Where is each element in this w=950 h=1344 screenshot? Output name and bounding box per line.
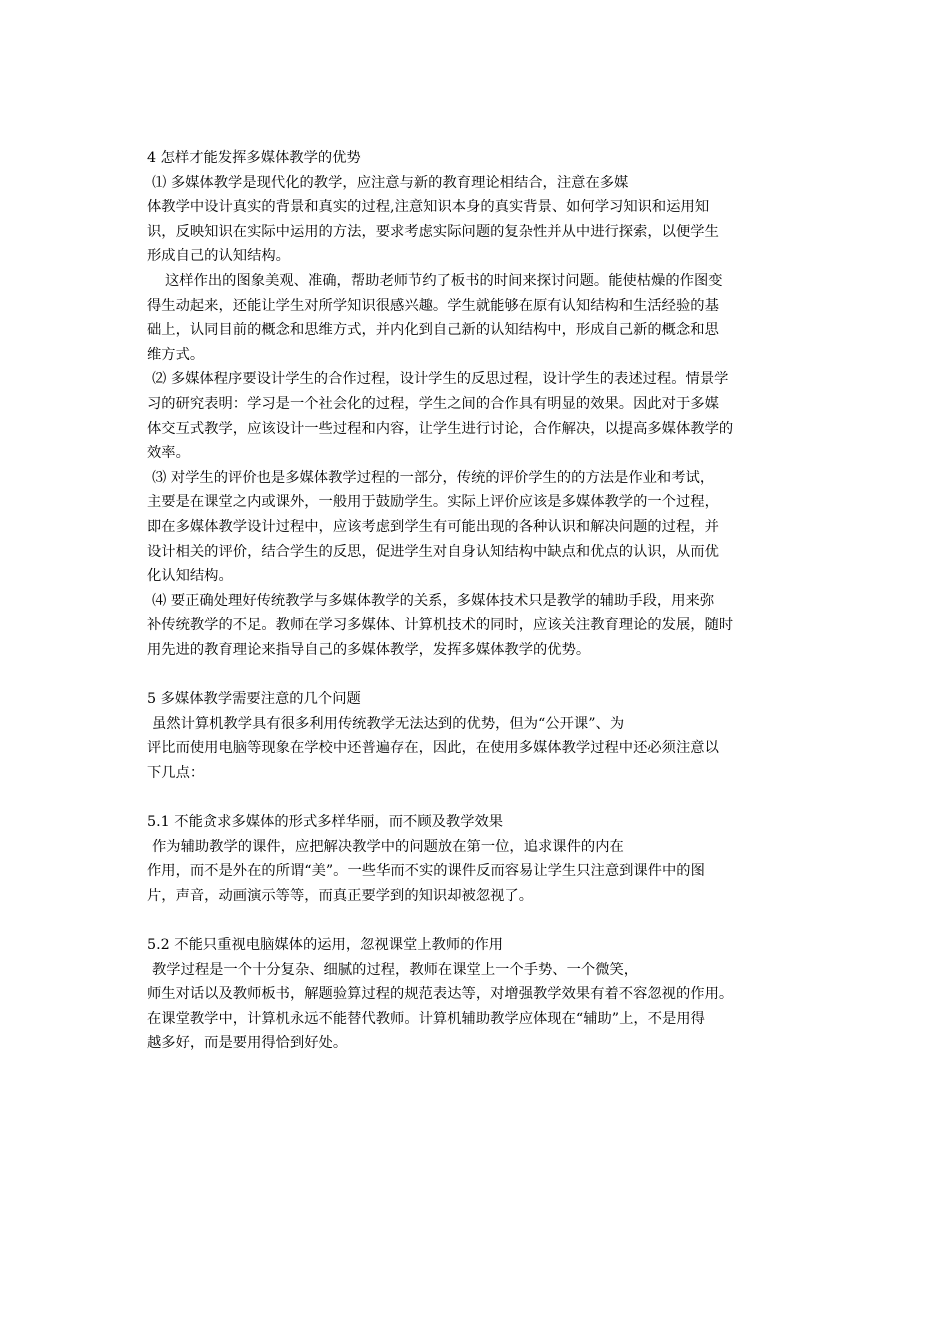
text-line: 这样作出的图象美观、准确，帮助老师节约了板书的时间来探讨问题。能使枯燥的作图变 — [165, 272, 723, 289]
text-line: 维方式。 — [147, 346, 205, 363]
text-line: 形成自己的认知结构。 — [147, 248, 290, 265]
text-line: 教学过程是一个十分复杂、细腻的过程，教师在课堂上一个手势、一个微笑， — [152, 961, 639, 978]
text-line: 主要是在课堂之内或课外，一般用于鼓励学生。实际上评价应该是多媒体教学的一个过程， — [147, 494, 719, 511]
paragraph-gap — [147, 908, 817, 933]
text-line: 即在多媒体教学设计过程中，应该考虑到学生有可能出现的各种认识和解决问题的过程，并 — [147, 518, 719, 535]
text-line: 作为辅助教学的课件，应把解决教学中的问题放在第一位，追求课件的内在 — [152, 838, 624, 855]
text-line: 用先进的教育理论来指导自己的多媒体教学，发挥多媒体教学的优势。 — [147, 641, 591, 658]
text-line: 虽然计算机教学具有很多利用传统教学无法达到的优势，但为“公开课”、为 — [152, 715, 625, 732]
text-line: 4 怎样才能发挥多媒体教学的优势 — [147, 150, 361, 166]
document-body — [147, 146, 817, 1056]
text-line: 片，声音，动画演示等等，而真正要学到的知识却被忽视了。 — [147, 887, 534, 904]
paragraph-gap — [147, 662, 817, 687]
text-line: 下几点： — [147, 764, 205, 781]
text-line: ⑵ 多媒体程序要设计学生的合作过程，设计学生的反思过程，设计学生的表述过程。情景学 — [152, 371, 729, 388]
text-line: 效率。 — [147, 445, 190, 462]
text-line: 化认知结构。 — [147, 568, 233, 585]
text-line: 础上，认同目前的概念和思维方式，并内化到自己新的认知结构中，形成自己新的概念和思 — [147, 322, 719, 339]
text-line: 设计相关的评价，结合学生的反思，促进学生对自身认知结构中缺点和优点的认识，从而优 — [147, 543, 719, 560]
text-line: ⑴ 多媒体教学是现代化的教学，应注意与新的教育理论相结合，注意在多媒 — [152, 174, 629, 191]
text-line: 评比而使用电脑等现象在学校中还普遍存在，因此，在使用多媒体教学过程中还必须注意以 — [147, 740, 719, 757]
text-line: 体交互式教学，应该设计一些过程和内容，让学生进行讨论，合作解决，以提高多媒体教学的 — [147, 420, 734, 437]
text-line: 得生动起来，还能让学生对所学知识很感兴趣。学生就能够在原有认知结构和生活经验的基 — [147, 297, 719, 314]
text-line: ⑶ 对学生的评价也是多媒体教学过程的一部分，传统的评价学生的的方法是作业和考试， — [152, 469, 715, 486]
text-line: 补传统教学的不足。教师在学习多媒体、计算机技术的同时，应该关注教育理论的发展，随时 — [147, 617, 734, 634]
text-line: 越多好，而是要用得恰到好处。 — [147, 1035, 348, 1052]
text-line: 体教学中设计真实的背景和真实的过程,注意知识本身的真实背景、如何学习知识和运用知 — [147, 199, 710, 216]
text-line: 5 多媒体教学需要注意的几个问题 — [147, 691, 361, 708]
text-line: 在课堂教学中，计算机永远不能替代教师。计算机辅助教学应体现在“辅助”上，不是用得 — [147, 1010, 705, 1027]
text-line: 5.2 不能只重视电脑媒体的运用，忽视课堂上教师的作用 — [147, 937, 504, 953]
text-line: 作用，而不是外在的所谓“美”。一些华而不实的课件反而容易让学生只注意到课件中的图 — [147, 863, 705, 880]
text-line: 识，反映知识在实际中运用的方法，要求考虑实际问题的复杂性并从中进行探索，以便学生 — [147, 223, 719, 240]
paragraph-gap — [147, 785, 817, 810]
text-line: 师生对话以及教师板书，解题验算过程的规范表达等，对增强教学效果有着不容忽视的作用。 — [147, 986, 734, 1003]
text-line: 5.1 不能贪求多媒体的形式多样华丽，而不顾及教学效果 — [147, 814, 504, 831]
text-line: 习的研究表明：学习是一个社会化的过程，学生之间的合作具有明显的效果。因此对于多媒 — [147, 395, 719, 412]
text-line: ⑷ 要正确处理好传统教学与多媒体教学的关系，多媒体技术只是教学的辅助手段，用来弥 — [152, 592, 715, 609]
